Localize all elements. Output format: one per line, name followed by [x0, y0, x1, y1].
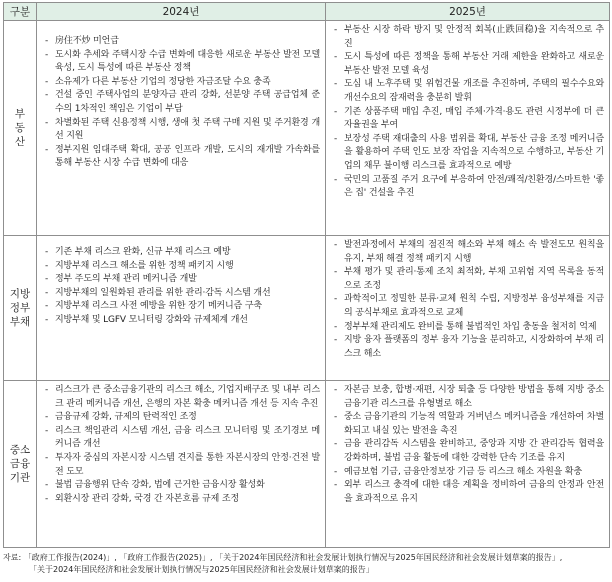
category-real-estate: 부 동 산 [4, 21, 37, 236]
row-local-gov-debt [4, 236, 610, 381]
list-item: - 부동산 시장 하락 방지 및 안정적 회복(止跌回稳)을 지속적으로 추진 [333, 24, 604, 51]
table-header-row [4, 3, 610, 21]
list-item: - 건설 중인 주택사업의 분양자금 관리 강화, 선분양 주택 공급업체 준수의 1차적인 책임은 기업이 부담 [44, 89, 320, 116]
list-item: - 예금보험 기금, 금융안정보장 기금 등 리스크 해소 자원을 확충 [333, 466, 604, 480]
list-item: - 불법 금융행위 단속 강화, 법에 근거한 금융시장 활성화 [44, 479, 320, 493]
list-item: - 기존 상품주택 매입 추진, 매입 주체·가격·용도 관련 시정부에 더 큰 자율권을 부여 [333, 106, 604, 133]
list-item: - 지방부채 리스크 사전 예방을 위한 장기 메커니즘 구축 [44, 300, 320, 314]
cell-real-estate-2024 [37, 21, 326, 236]
list-item: - 금융 관리감독 시스템을 완비하고, 중앙과 지방 간 관리감독 협력을 강화하며, 불법 금융 활동에 대한 강력한 단속 기조를 유지 [333, 438, 604, 465]
source-line-2: 「关于2024年国民经济和社会发展计划执行情况与2025年国民经济和社会发展计划草案的报告」 [29, 565, 374, 574]
list-item: - 리스크 책임관리 시스템 개선, 금융 리스크 모니터링 및 조기경보 메커니즘 개선 [44, 425, 320, 452]
list-item: - 지방부채 및 LGFV 모니터링 강화와 규제체계 개선 [44, 314, 320, 328]
category-small-financial-institutions: 중소 금융 기관 [4, 381, 37, 548]
list-item: - 중소 금융기관의 기능적 역할과 거버넌스 메커니즘을 개선하여 차별화되고 내실 있는 발전을 촉진 [333, 411, 604, 438]
comparison-table [3, 2, 610, 548]
cell-local-gov-debt-2025 [326, 236, 610, 381]
list-item: - 차별화된 주택 신용정책 시행, 생애 첫 주택 구매 지원 및 주거환경 개선 지원 [44, 117, 320, 144]
list-item: - 외환시장 관리 강화, 국경 간 자본흐름 규제 조정 [44, 493, 320, 507]
list-item: - 정부부채 관리제도 완비를 통해 불법적인 차입 충동을 철저히 억제 [333, 321, 604, 335]
list-item: - 지방부채의 일원화된 관리를 위한 관리·감독 시스템 개선 [44, 287, 320, 301]
category-local-gov-debt: 지방 정부 부채 [4, 236, 37, 381]
list-item: - 도시 특성에 따른 정책을 통해 부동산 거래 제한을 완화하고 새로운 부동산 발전 모델 육성 [333, 51, 604, 78]
list-item: - 투자자 중심의 자본시장 시스템 견지를 통한 자본시장의 안정·건전 발전 도모 [44, 452, 320, 479]
list-item: - 정부지원 임대주택 확대, 공공 인프라 개발, 도시의 재개발 가속화를 통해 부동산 시장 수급 변화에 대응 [44, 144, 320, 171]
list-item: - 리스크가 큰 중소금융기관의 리스크 해소, 기업지배구조 및 내부 리스크 관리 메커니즘 개선, 은행의 자본 확충 메커니즘 개선 등 지속 추진 [44, 384, 320, 411]
list-item: - 발전과정에서 부채의 점진적 해소와 부채 해소 속 발전도모 원칙을 유지, 부채 해결 정책 패키지 시행 [333, 239, 604, 266]
list-item: - 도시화 추세와 주택시장 수급 변화에 대응한 새로운 부동산 발전 모델 육성, 도시 특성에 따른 부동산 정책 [44, 49, 320, 76]
header-2024: 2024년 [37, 3, 326, 21]
list-item: - 외부 리스크 충격에 대한 대응 계획을 정비하여 금융의 안정과 안전을 효과적으로 유지 [333, 479, 604, 506]
list-item: - 房住不炒 미언급 [44, 35, 320, 49]
cell-small-financial-2024 [37, 381, 326, 548]
cell-small-financial-2025 [326, 381, 610, 548]
list-item: - 금융규제 강화, 규제의 탄력적인 조정 [44, 411, 320, 425]
header-2025: 2025년 [326, 3, 610, 21]
list-item: - 기존 부채 리스크 완화, 신규 부채 리스크 예방 [44, 246, 320, 260]
list-item: - 부채 평가 및 관리·통제 조치 최적화, 부채 고위험 지역 목록을 동적으로 조정 [333, 266, 604, 293]
list-item: - 자본금 보충, 합병·재편, 시장 퇴출 등 다양한 방법을 통해 지방 중소금융기관 리스크를 유형별로 해소 [333, 384, 604, 411]
list-item: - 지방부채 리스크 해소를 위한 정책 패키지 시행 [44, 260, 320, 274]
source-line-1: 자료: 「政府工作报告(2024)」, 「政府工作报告(2025)」, 「关于2024年国民经济和社会发展计划执行情况与2025年国民经济和社会发展计划草案的报告」, [3, 553, 563, 562]
cell-local-gov-debt-2024 [37, 236, 326, 381]
list-item: - 지방 융자 플랫폼의 정부 융자 기능을 분리하고, 시장화하여 부채 리스크 해소 [333, 334, 604, 361]
list-item: - 정부 주도의 부채 관리 메커니즘 개발 [44, 273, 320, 287]
list-item: - 소유제가 다른 부동산 기업의 정당한 자금조달 수요 충족 [44, 76, 320, 90]
row-real-estate [4, 21, 610, 236]
list-item: - 보장성 주택 재대출의 사용 범위를 확대, 부동산 금융 조정 메커니즘을 활용하여 주택 인도 보장 작업을 지속적으로 수행하고, 부동산 기업의 채무 불이행 리스크를 효과적으로 예방 [333, 133, 604, 174]
list-item: - 도심 내 노후주택 및 위험건물 개조를 추진하며, 주택의 필수수요와 개선수요의 잠재력을 충분히 발휘 [333, 78, 604, 105]
source-note [3, 552, 609, 576]
row-small-financial-institutions [4, 381, 610, 548]
list-item: - 과학적이고 정밀한 분류·교체 원칙 수립, 지방정부 융성부채를 지금의 공식부채로 효과적으로 교체 [333, 293, 604, 320]
header-category: 구분 [4, 3, 37, 21]
cell-real-estate-2025 [326, 21, 610, 236]
list-item: - 국민의 고품질 주거 요구에 부응하여 안전/쾌적/친환경/스마트한 '좋은 집' 건설을 추진 [333, 174, 604, 201]
